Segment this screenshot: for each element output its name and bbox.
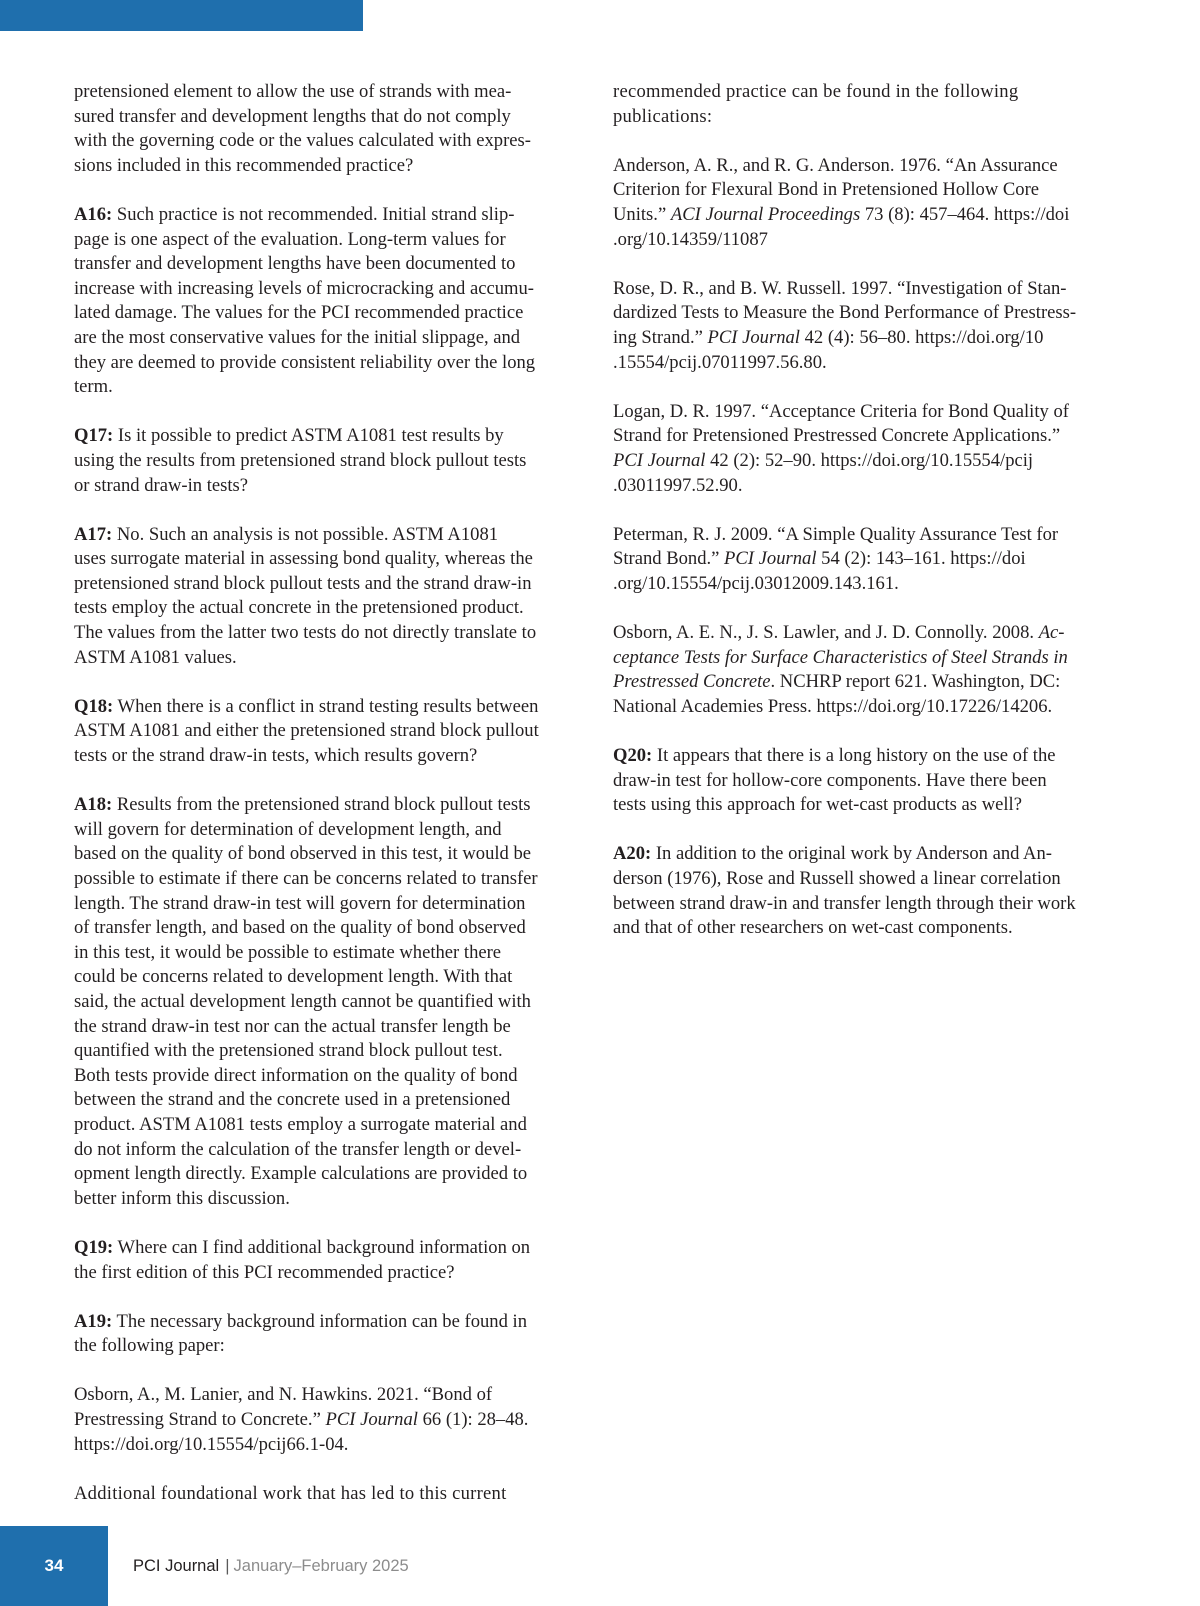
reference-authors: Logan, D. R. 1997. “Acceptance Criteria for Bond Quality of Strand for Pretensioned Prestressed Concrete Applications.” [613,400,1069,447]
question-label: Q20: [613,745,653,767]
question-text: It appears that there is a long history on the use of the draw-in test for hollow-core components. Have there been tests using this approach for wet-cast products as well? [613,745,1056,816]
question-label: Q18: [74,695,114,717]
reference-journal: ACI Journal Proceedings [670,203,861,225]
footer-running-title [133,1557,409,1576]
page-number: 34 [44,1556,64,1575]
reference-authors: Osborn, A., M. Lanier, and N. Hawkins. 2021. “Bond of Prestressing Strand to Concrete.” [74,1384,493,1431]
answer-label: A16: [74,203,113,225]
reference-details: 73 (8): 457–464. https://doi .org/10.14359/11087 [613,203,1070,250]
question-q20 [613,744,1129,818]
reference-authors: Peterman, R. J. 2009. “A Simple Quality Assurance Test for Strand Bond.” [613,523,1059,570]
reference-details: . NCHRP report 621. Washington, DC: National Academies Press. https://doi.org/10.17226/14206. [613,671,1061,717]
reference-authors: Osborn, A. E. N., J. S. Lawler, and J. D. Connolly. 2008. [613,622,1039,644]
question-q17 [74,424,590,498]
reference-journal: PCI Journal [724,548,817,570]
question-text: Is it possible to predict ASTM A1081 test results by using the results from pretensioned strand block pullout tests or strand draw-in tests? [74,425,527,496]
reference-authors: Rose, D. R., and B. W. Russell. 1997. “Investigation of Stan- dardized Tests to Measure the Bond Performance of Prestress- ing Strand.” [613,277,1077,348]
reference-osborn-2008 [613,621,1129,719]
question-text: Where can I find additional background information on the first edition of this PCI recommended practice? [74,1236,531,1283]
right-column [613,80,1129,941]
reference-journal: PCI Journal [613,449,706,471]
reference-title: Ac- ceptance Tests for Surface Characteristics of Steel Strands in Prestressed Concrete [613,622,1068,693]
answer-a19 [74,1310,590,1359]
reference-details: 42 (4): 56–80. https://doi.org/10 .15554/pcij.07011997.56.80. [613,326,1044,373]
answer-text: No. Such an analysis is not possible. ASTM A1081 uses surrogate material in assessing bond quality, whereas the pretensioned strand block pullout tests and the strand draw-in tests employ the actual concrete in the pretensioned product. The values from the latter two tests do not directly translate to ASTM A1081 values. [74,523,537,668]
footer-journal: PCI Journal [133,1557,220,1575]
question-label: Q17: [74,425,114,447]
reference-osborn-2021 [74,1383,590,1457]
reference-journal: PCI Journal [325,1409,418,1431]
reference-details: 66 (1): 28–48. https://doi.org/10.15554/pcij66.1-04. [74,1409,529,1455]
answer-label: A19: [74,1310,113,1332]
reference-anderson-1976 [613,154,1129,252]
reference-journal: PCI Journal [707,326,800,348]
paragraph-additional-work: Additional foundational work that has led to this current [74,1482,507,1504]
answer-text: Results from the pretensioned strand block pullout tests will govern for determination of development length, and based on the quality of bond observed in this test, it would be possible to estimate if there can be concerns related to transfer length. The strand draw-in test will govern for determination of transfer length, and based on the quality of bond observed in this test, it would be possible to estimate whether there could be concerns related to development length. With that said, the actual development length cannot be quantified with the strand draw-in test nor can the actual transfer length be quantified with the pretensioned strand block pullout test. Both tests provide direct information on the quality of bond between the strand and the concrete used in a pretensioned product. ASTM A1081 tests employ a surrogate material and do not inform the calculation of the transfer length or devel- opment length directly. Example calculations are provided to better inform this discussion. [74,794,538,1209]
footer-issue: January–February 2025 [233,1557,409,1575]
question-q19 [74,1236,590,1285]
reference-logan-1997 [613,400,1129,498]
reference-authors: Anderson, A. R., and R. G. Anderson. 1976. “An Assurance Criterion for Flexural Bond in Pretensioned Hollow Core Units.” [613,154,1058,225]
paragraph-q15-continued: pretensioned element to allow the use of strands with mea- sured transfer and development lengths that do not comply with the governing code or the values calculated with expres- sions included in this recommended practice? [74,81,531,176]
header-accent-bar [0,0,363,31]
reference-rose-1997 [613,277,1129,375]
answer-a16 [74,203,590,400]
left-column [74,80,590,1506]
reference-details: 54 (2): 143–161. https://doi .org/10.15554/pcij.03012009.143.161. [613,548,1026,594]
paragraph-publications-intro: recommended practice can be found in the following publications: [613,81,1019,127]
question-label: Q19: [74,1236,114,1258]
reference-peterman-2009 [613,523,1129,597]
answer-a17 [74,523,590,671]
answer-a20 [613,842,1129,940]
answer-label: A17: [74,523,113,545]
answer-text: Such practice is not recommended. Initial strand slip- page is one aspect of the evaluation. Long-term values for transfer and development lengths have been documented to increase with increasing levels of microcracking and accumu- lated damage. The values for the PCI recommended practice are the most conservative values for the initial slippage, and they are deemed to provide consistent reliability over the long term. [74,203,536,398]
question-q18 [74,695,590,769]
answer-label: A20: [613,843,652,865]
page-number-box [0,1526,108,1606]
question-text: When there is a conflict in strand testing results between ASTM A1081 and either the pretensioned strand block pullout tests or the strand draw-in tests, which results govern? [74,695,539,767]
reference-details: 42 (2): 52–90. https://doi.org/10.15554/pcij .03011997.52.90. [613,449,1034,496]
footer-separator: | [225,1557,230,1575]
answer-text: The necessary background information can be found in the following paper: [74,1310,528,1357]
answer-text: In addition to the original work by Anderson and An- derson (1976), Rose and Russell showed a linear correlation between strand draw-in and transfer length through their work and that of other researchers on wet-cast components. [613,843,1076,939]
answer-a18 [74,793,590,1211]
answer-label: A18: [74,794,113,816]
